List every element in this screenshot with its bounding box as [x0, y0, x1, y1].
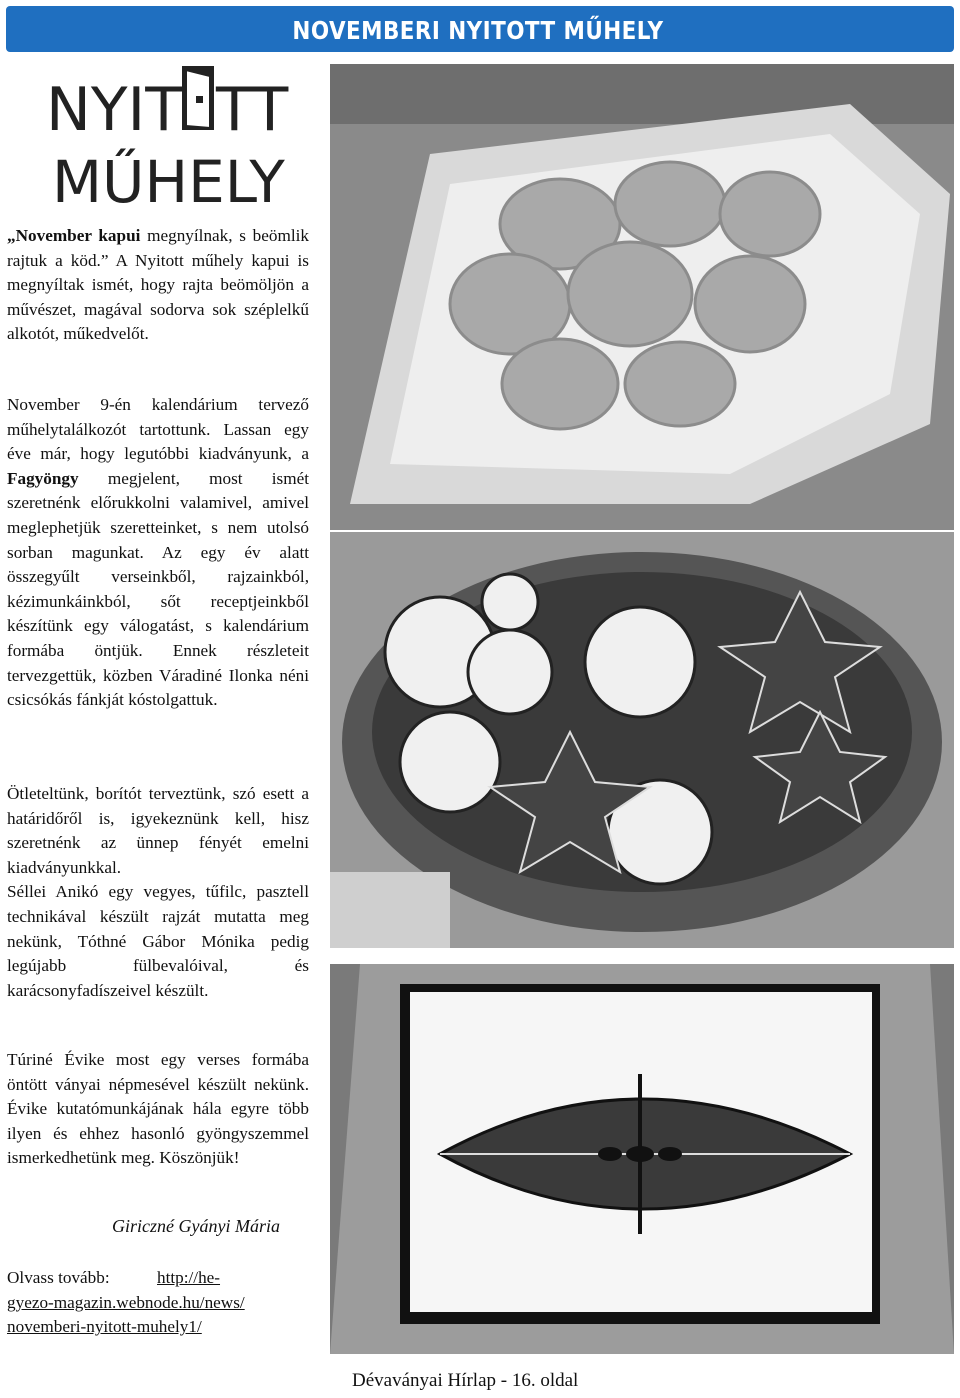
- svg-text:TT: TT: [216, 75, 289, 145]
- door-icon: [182, 66, 214, 130]
- svg-text:MŰHELY: MŰHELY: [52, 148, 285, 212]
- nyitott-muhely-logo: [44, 62, 314, 212]
- p2-text-a: November 9-én kalendárium tervező műhelytalálkozót tartottunk. Lassan egy éve már, hogy legutóbbi kiadványunk, a: [7, 395, 309, 464]
- publication-name: Fagyöngy: [7, 468, 79, 488]
- page-footer: Dévaványai Hírlap - 16. oldal: [352, 1370, 579, 1391]
- read-more: [7, 1266, 309, 1340]
- read-more-link-1[interactable]: http://he-: [157, 1268, 221, 1287]
- read-more-link-2[interactable]: gyezo-magazin.webnode.hu/news/: [7, 1292, 245, 1312]
- p5-text: Túriné Évike most egy verses formába öntött ványai népmesével készült nekünk. Évike kutatómunkájának hála egyre több ilyen és ehhez hasonló gyöngyszemmel ismerkedhetünk meg. Köszönjük!: [7, 1050, 309, 1168]
- photo-pastries: [330, 64, 954, 530]
- paragraph-workshop: [7, 393, 309, 713]
- photo-leaf-drawing: [330, 964, 954, 1354]
- author-name: Giriczné Gyányi Mária: [112, 1216, 280, 1236]
- intro-paragraph: [7, 224, 309, 347]
- header-bar: [6, 6, 954, 52]
- paragraph-cover: [7, 782, 309, 1003]
- p2-text-b: megjelent, most ismét szeretnénk előrukkolni valamivel, amivel meglephetjük szeretteinket, s nem utolsó sorban magunkat. Az egy év alatt összegyűlt verseinkből, rajzainkból, kézimunkáinkból, sőt receptjeinkből készítünk egy válogatást, s kalendárium formába öntjük. Ennek részleteit tervezgettük, közben Váradiné Ilonka néni csicsókás fánkját kóstolgattuk.: [7, 468, 309, 710]
- svg-text:NYIT: NYIT: [46, 75, 182, 145]
- paragraph-thanks: [7, 1048, 309, 1171]
- intro-bold: „November kapui: [7, 226, 141, 245]
- p3-text: Ötleteltünk, borítót terveztünk, szó esett a határidőről is, igyekeznünk kell, hisz szeretnénk az ünnep fényét emelni kiadványunkkal.: [7, 784, 309, 877]
- read-more-label: Olvass tovább:: [7, 1268, 110, 1287]
- photo-felt-ornaments: [330, 532, 954, 948]
- intro-text: megnyílnak, s beömlik rajtuk a köd.” A Nyitott műhely kapui is megnyíltak ismét, hogy rajta beömöljön a művészet, magával sodorva sok széplelkű alkotót, műkedvelőt.: [7, 226, 309, 344]
- read-more-link-3[interactable]: novemberi-nyitott-muhely1/: [7, 1317, 202, 1336]
- page-title: NOVEMBERI NYITOTT MŰHELY: [292, 16, 664, 45]
- p4-text: Séllei Anikó egy vegyes, tűfilc, pasztell technikával készült rajzát mutatta meg nekünk, Tóthné Gábor Mónika pedig legújabb fülbevalóival, és karácsonyfadíszeivel készült.: [7, 882, 309, 1000]
